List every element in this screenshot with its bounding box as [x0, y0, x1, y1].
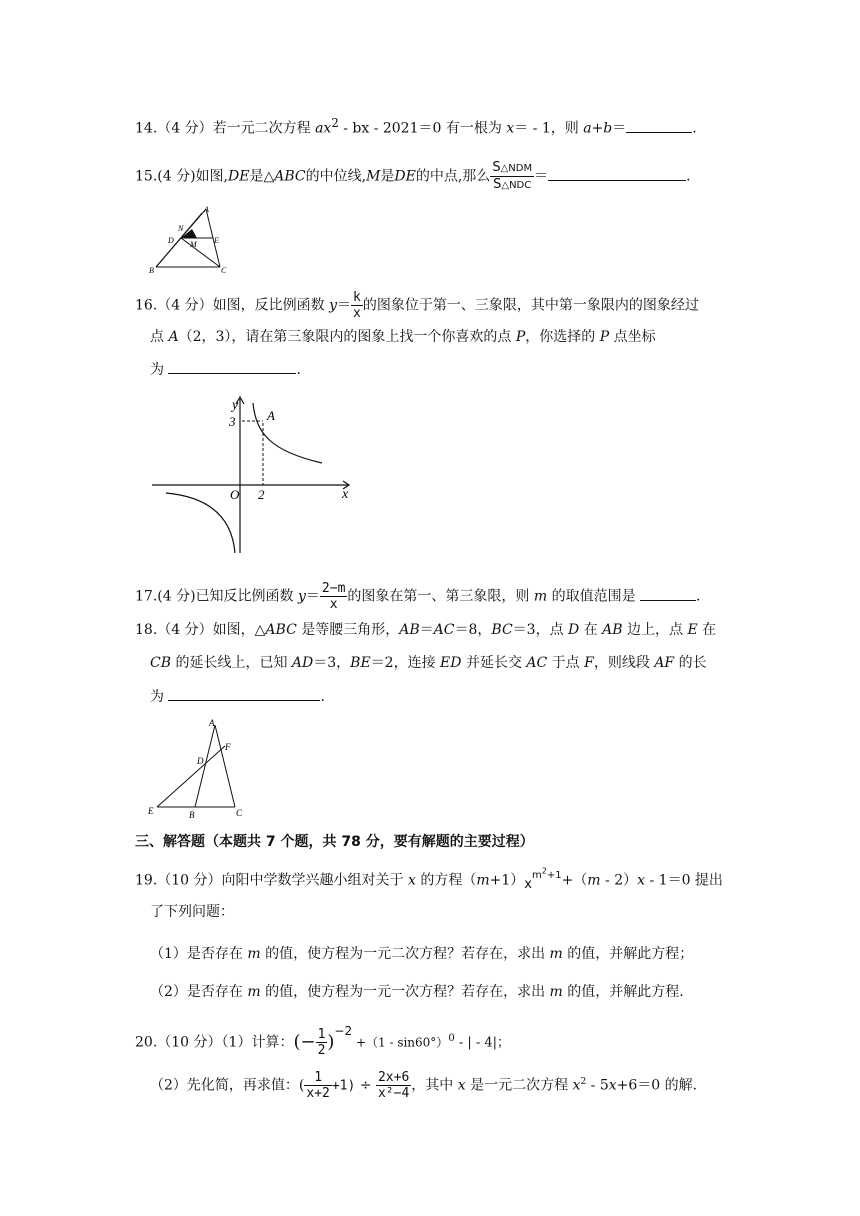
label-F: F — [225, 742, 231, 752]
points: （4 分） — [157, 622, 213, 638]
question-16-line3: 为 . — [150, 359, 301, 380]
ratio-fraction: $\frac{\text{S△NDM}}{\text{S△NDC}}$ — [492, 160, 533, 192]
triangle-figure-15 — [148, 203, 234, 275]
function-fraction: $\frac{2-m}{x}$ — [321, 581, 346, 612]
label-A: A — [204, 205, 209, 214]
label-M: M — [190, 240, 197, 249]
question-15: 15.(4 分)如图,DE是△ABC的中位线,M是DE的中点,那么 $\frac{\text{S△NDM}}{\text{S△NDC}}$ ＝ . — [135, 160, 691, 192]
question-16-line1: 16.（4 分）如图，反比例函数 y＝ $\frac{k}{x}$ 的图象位于第一、三象限，其中第一象限内的图象经过 — [135, 290, 699, 321]
axis-label-y: y — [232, 398, 239, 413]
label-E: E — [214, 236, 219, 245]
question-18-line3: 为 . — [150, 686, 325, 707]
question-number: 17. — [135, 588, 158, 605]
fraction-1-over-x-plus-2: $\frac{1}{x+2}$ — [306, 1070, 330, 1101]
hyperbola-graph-16 — [150, 393, 360, 555]
label-N: N — [178, 224, 184, 233]
question-number: 15. — [135, 168, 158, 185]
question-17: 17.(4 分)已知反比例函数 y＝ $\frac{2-m}{x}$ 的图象在第一、第三象限，则 m 的取值范围是 . — [135, 581, 701, 612]
label-E: E — [148, 806, 154, 816]
label-D: D — [197, 756, 204, 766]
question-19-line2: 了下列问题： — [150, 904, 234, 920]
tick-label-3: 3 — [229, 414, 236, 429]
question-19-part1: （1）是否存在 m 的值，使方程为一元二次方程？若存在，求出 m 的值，并解此方程； — [150, 946, 694, 962]
label-B: B — [149, 266, 154, 275]
answer-blank[interactable] — [168, 359, 296, 374]
question-number: 14. — [135, 120, 158, 137]
fraction-one-half: $\frac{1}{2}$ — [317, 1027, 326, 1058]
question-19-line1: 19.（10 分）向阳中学数学兴趣小组对关于 x 的方程$(m+1)x^{m^2+1}+(m$ ‐ 2）x ‐ 1＝0 提出 — [135, 867, 723, 893]
fraction-2x-plus-6-over-x2-minus-4: $\frac{2x+6}{\text{x²−4}}$ — [377, 1070, 410, 1101]
label-A: A — [209, 718, 215, 728]
points: （4 分） — [157, 120, 213, 137]
points: (4 分) — [157, 588, 196, 605]
question-20-line1: 20.（10 分）（1）计算：(− $\frac{1}{2}$ )−2 +（1 ‐ sin60°）$^0$ ‐ | ‐ 4|； — [135, 1023, 511, 1058]
axis-label-x: x — [342, 487, 349, 502]
answer-blank[interactable] — [168, 686, 320, 701]
label-C: C — [221, 266, 227, 275]
question-19-part2: （2）是否存在 m 的值，使方程为一元一次方程？若存在，求出 m 的值，并解此方程. — [150, 984, 684, 1000]
points: （10 分） — [157, 1034, 222, 1051]
points: （4 分） — [157, 297, 213, 314]
label-B: B — [189, 810, 195, 820]
triangle-figure-18 — [145, 716, 250, 822]
answer-blank[interactable] — [626, 118, 692, 133]
question-number: 18. — [135, 622, 158, 638]
origin-label: O — [230, 487, 240, 502]
function-fraction: $\frac{k}{x}$ — [353, 290, 361, 321]
tick-label-2: 2 — [258, 487, 265, 502]
label-C: C — [236, 808, 243, 818]
point-A-label: A — [267, 408, 275, 423]
question-18-line2: CB 的延长线上，已知 AD＝3，BE＝2，连接 ED 并延长交 AC 于点 F，则线段 AF 的长 — [150, 655, 707, 671]
label-D: D — [168, 236, 174, 245]
section-heading: 三、解答题（本题共 7 个题，共 78 分，要有解题的主要过程） — [135, 834, 534, 850]
question-14: 14.（4 分）若一元二次方程 $ax^2$ ‐ bx ‐ 2021＝0 有一根为 x＝ ‐ 1，则 a+b＝ . — [135, 116, 697, 137]
question-number: 20. — [135, 1034, 158, 1051]
question-number: 19. — [135, 872, 158, 889]
answer-blank[interactable] — [548, 166, 686, 181]
question-number: 16. — [135, 297, 158, 314]
question-18-line1: 18.（4 分）如图，△ABC 是等腰三角形，AB＝AC＝8，BC＝3，点 D 在 AB 边上，点 E 在 — [135, 622, 717, 638]
answer-blank[interactable] — [640, 586, 696, 601]
question-16-line2: 点 A（2，3），请在第三象限内的图象上找一个你喜欢的点 P，你选择的 P 点坐标 — [150, 329, 656, 345]
points: （10 分） — [157, 872, 222, 889]
question-20-line2: （2）先化简，再求值：( $\frac{1}{x+2}$ +1) ÷ $\frac{2x+6}{\text{x²−4}}$ ，其中 x 是一元二次方程 $x^2$ ‐ 5x+6＝0 的解. — [150, 1070, 698, 1101]
points: (4 分) — [157, 168, 196, 185]
